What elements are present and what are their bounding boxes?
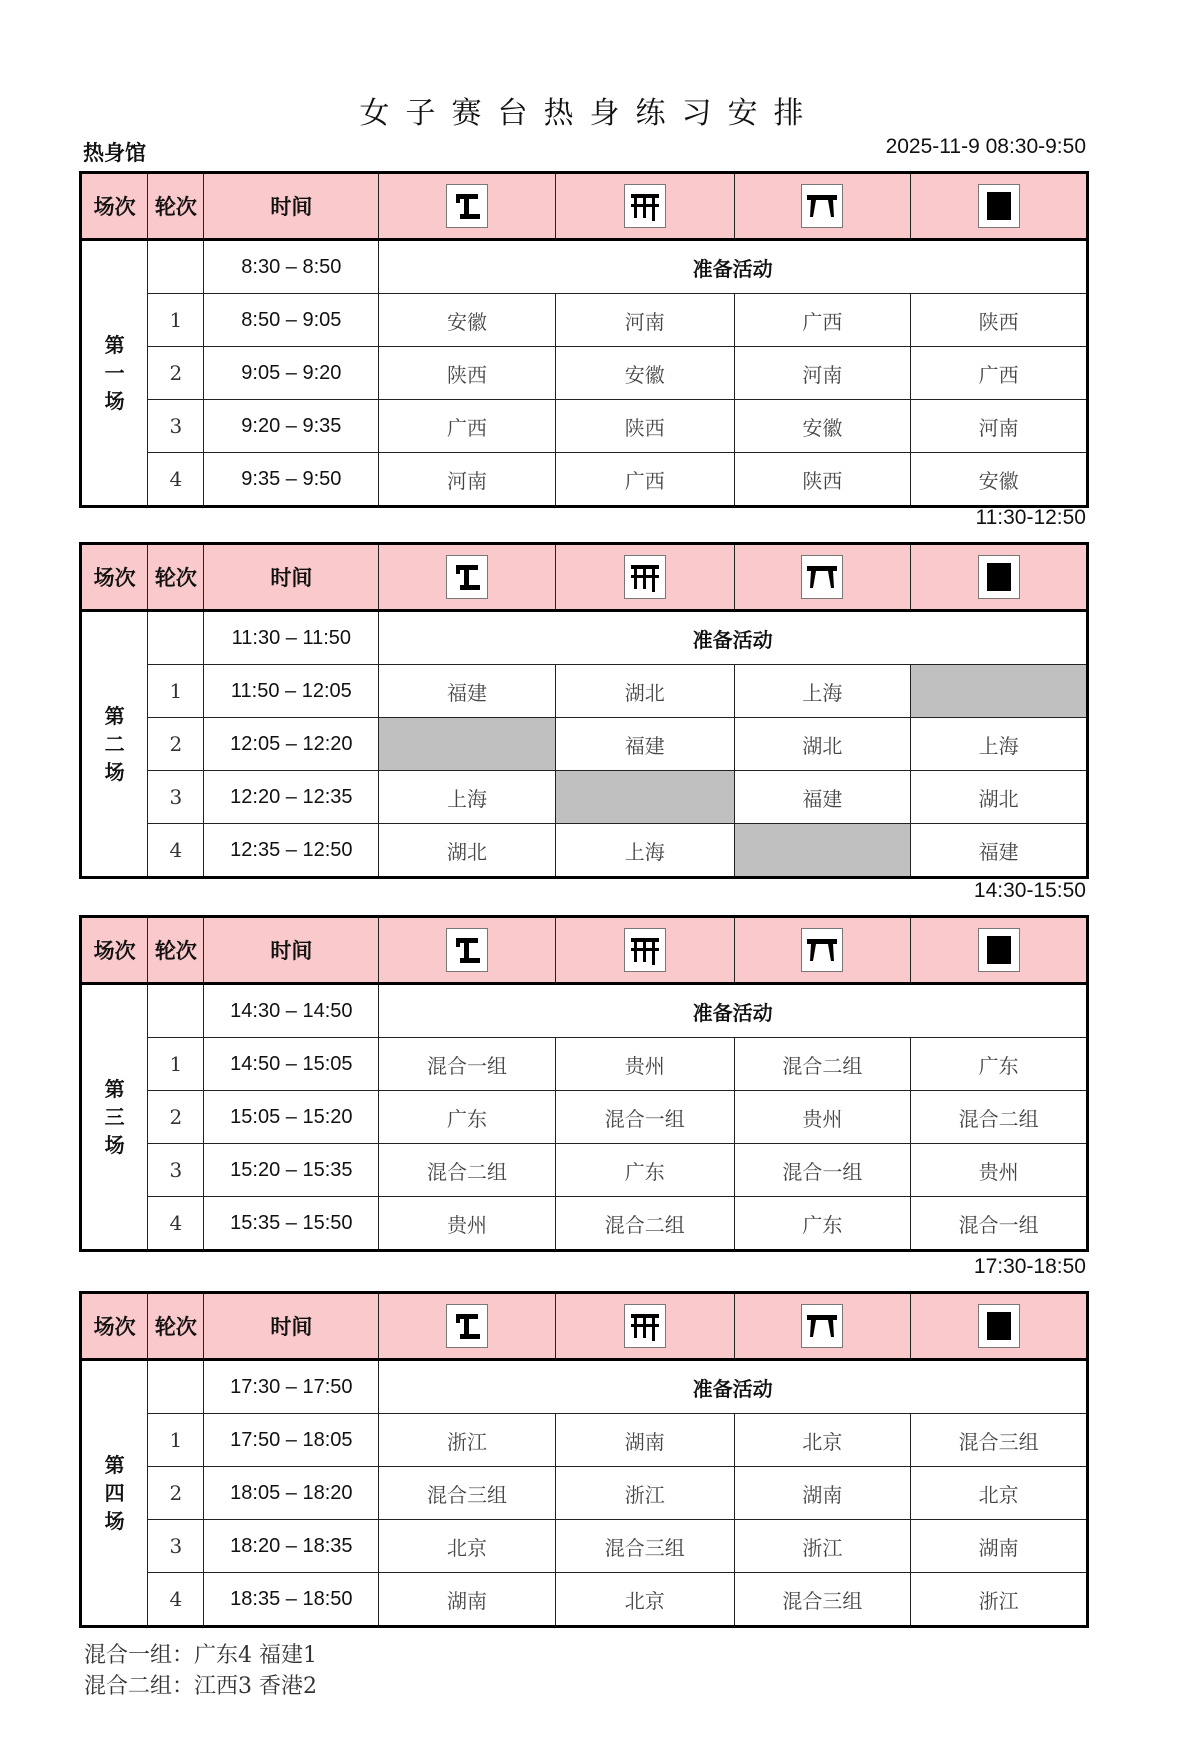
table-row xyxy=(81,1038,1088,1091)
apparatus-2-icon xyxy=(624,1304,666,1348)
team-cell: 陕西 xyxy=(734,453,911,507)
team-cell: 安徽 xyxy=(911,453,1088,507)
team-cell: 贵州 xyxy=(734,1091,911,1144)
empty-cell xyxy=(379,718,556,771)
round-number: 2 xyxy=(148,347,204,400)
time-cell: 15:05 – 15:20 xyxy=(204,1091,379,1144)
header-apparatus xyxy=(911,544,1088,611)
round-number: 3 xyxy=(148,1520,204,1573)
header-apparatus xyxy=(734,917,911,984)
team-cell: 湖南 xyxy=(379,1573,556,1627)
header-apparatus xyxy=(555,173,734,240)
table-row xyxy=(81,1467,1088,1520)
note-line: 混合一组：广东4 福建1 xyxy=(84,1643,317,1668)
header-apparatus xyxy=(911,1293,1088,1360)
header-apparatus xyxy=(734,173,911,240)
team-cell: 浙江 xyxy=(911,1573,1088,1627)
round-number: 2 xyxy=(148,1467,204,1520)
team-cell: 陕西 xyxy=(379,347,556,400)
header-time: 时间 xyxy=(204,544,379,611)
team-cell: 福建 xyxy=(911,824,1088,878)
session-char: 场 xyxy=(104,389,125,413)
round-number xyxy=(148,1360,204,1414)
round-number: 4 xyxy=(148,824,204,878)
vault-icon xyxy=(801,184,843,228)
table-row xyxy=(81,294,1088,347)
time-cell: 9:35 – 9:50 xyxy=(204,453,379,507)
round-number: 1 xyxy=(148,1038,204,1091)
floor-icon xyxy=(978,184,1020,228)
session-char: 第 xyxy=(104,1077,125,1101)
empty-cell xyxy=(734,824,911,878)
header-apparatus xyxy=(379,917,556,984)
table-row xyxy=(81,1414,1088,1467)
time-cell: 12:05 – 12:20 xyxy=(204,718,379,771)
time-cell: 17:50 – 18:05 xyxy=(204,1414,379,1467)
time-cell: 15:20 – 15:35 xyxy=(204,1144,379,1197)
session-time-slot: 17:30-18:50 xyxy=(973,1255,1086,1278)
team-cell: 广东 xyxy=(911,1038,1088,1091)
round-number: 1 xyxy=(148,665,204,718)
warmup-cell: 准备活动 xyxy=(379,1360,1088,1414)
session-time-slot: 14:30-15:50 xyxy=(973,879,1086,902)
team-cell: 湖北 xyxy=(911,771,1088,824)
time-cell: 12:20 – 12:35 xyxy=(204,771,379,824)
header-apparatus xyxy=(379,1293,556,1360)
header-apparatus xyxy=(379,173,556,240)
team-cell: 湖南 xyxy=(734,1467,911,1520)
team-cell: 浙江 xyxy=(734,1520,911,1573)
header-time: 时间 xyxy=(204,173,379,240)
session-char: 一 xyxy=(104,361,125,385)
apparatus-2-icon xyxy=(624,928,666,972)
note-line: 混合二组：江西3 香港2 xyxy=(84,1674,317,1699)
team-cell: 河南 xyxy=(911,400,1088,453)
floor-icon xyxy=(978,928,1020,972)
session-char: 场 xyxy=(104,1509,125,1533)
team-cell: 贵州 xyxy=(555,1038,734,1091)
team-cell: 湖南 xyxy=(911,1520,1088,1573)
team-cell: 安徽 xyxy=(555,347,734,400)
table-row xyxy=(81,771,1088,824)
team-cell: 广东 xyxy=(379,1091,556,1144)
team-cell: 广东 xyxy=(555,1144,734,1197)
header-round: 轮次 xyxy=(148,1293,204,1360)
team-cell: 北京 xyxy=(911,1467,1088,1520)
team-cell: 安徽 xyxy=(379,294,556,347)
header-row xyxy=(81,544,1088,611)
round-number: 3 xyxy=(148,1144,204,1197)
time-cell: 12:35 – 12:50 xyxy=(204,824,379,878)
header-apparatus xyxy=(911,917,1088,984)
team-cell: 混合三组 xyxy=(734,1573,911,1627)
header-apparatus xyxy=(734,544,911,611)
page-title: 女子赛台热身练习安排 xyxy=(359,96,820,131)
schedule-table xyxy=(79,171,1089,508)
table-row xyxy=(81,240,1088,294)
team-cell: 安徽 xyxy=(734,400,911,453)
table-row xyxy=(81,1144,1088,1197)
time-cell: 9:05 – 9:20 xyxy=(204,347,379,400)
apparatus-2-icon xyxy=(624,555,666,599)
team-cell: 广西 xyxy=(734,294,911,347)
team-cell: 广东 xyxy=(734,1197,911,1251)
table-row xyxy=(81,611,1088,665)
table-row xyxy=(81,665,1088,718)
header-time: 时间 xyxy=(204,917,379,984)
team-cell: 广西 xyxy=(911,347,1088,400)
time-cell: 11:30 – 11:50 xyxy=(204,611,379,665)
time-cell: 9:20 – 9:35 xyxy=(204,400,379,453)
team-cell: 湖北 xyxy=(734,718,911,771)
time-cell: 17:30 – 17:50 xyxy=(204,1360,379,1414)
team-cell: 贵州 xyxy=(379,1197,556,1251)
round-number: 3 xyxy=(148,771,204,824)
time-cell: 18:05 – 18:20 xyxy=(204,1467,379,1520)
empty-cell xyxy=(555,771,734,824)
team-cell: 贵州 xyxy=(911,1144,1088,1197)
table-row xyxy=(81,984,1088,1038)
team-cell: 混合一组 xyxy=(734,1144,911,1197)
vault-icon xyxy=(801,928,843,972)
team-cell: 上海 xyxy=(734,665,911,718)
team-cell: 北京 xyxy=(379,1520,556,1573)
round-number xyxy=(148,240,204,294)
session-char: 第 xyxy=(104,1453,125,1477)
round-number: 4 xyxy=(148,1197,204,1251)
team-cell: 混合二组 xyxy=(734,1038,911,1091)
session-char: 场 xyxy=(104,760,125,784)
time-cell: 8:30 – 8:50 xyxy=(204,240,379,294)
team-cell: 河南 xyxy=(555,294,734,347)
round-number: 3 xyxy=(148,400,204,453)
team-cell: 福建 xyxy=(555,718,734,771)
round-number: 1 xyxy=(148,1414,204,1467)
header-session: 场次 xyxy=(81,1293,148,1360)
session-char: 第 xyxy=(104,333,125,357)
header-row xyxy=(81,1293,1088,1360)
team-cell: 混合一组 xyxy=(911,1197,1088,1251)
team-cell: 浙江 xyxy=(379,1414,556,1467)
round-number xyxy=(148,984,204,1038)
apparatus-2-icon xyxy=(624,184,666,228)
warmup-cell: 准备活动 xyxy=(379,984,1088,1038)
time-cell: 15:35 – 15:50 xyxy=(204,1197,379,1251)
team-cell: 广西 xyxy=(555,453,734,507)
table-row xyxy=(81,1360,1088,1414)
schedule-table xyxy=(79,542,1089,879)
session-label xyxy=(81,984,148,1251)
header-apparatus xyxy=(379,544,556,611)
header-apparatus xyxy=(555,917,734,984)
floor-icon xyxy=(978,1304,1020,1348)
table-row xyxy=(81,718,1088,771)
session-time-slot: 11:30-12:50 xyxy=(975,506,1086,529)
warmup-cell: 准备活动 xyxy=(379,611,1088,665)
table-row xyxy=(81,1197,1088,1251)
round-number: 4 xyxy=(148,1573,204,1627)
header-round: 轮次 xyxy=(148,173,204,240)
team-cell: 河南 xyxy=(379,453,556,507)
warmup-cell: 准备活动 xyxy=(379,240,1088,294)
session-label xyxy=(81,240,148,507)
uneven-bars-icon xyxy=(446,184,488,228)
time-cell: 18:20 – 18:35 xyxy=(204,1520,379,1573)
team-cell: 陕西 xyxy=(911,294,1088,347)
team-cell: 浙江 xyxy=(555,1467,734,1520)
team-cell: 混合一组 xyxy=(379,1038,556,1091)
table-row xyxy=(81,347,1088,400)
session-char: 三 xyxy=(104,1105,125,1129)
team-cell: 混合二组 xyxy=(555,1197,734,1251)
session-label xyxy=(81,611,148,878)
header-apparatus xyxy=(911,173,1088,240)
table-row xyxy=(81,1573,1088,1627)
table-row xyxy=(81,453,1088,507)
header-session: 场次 xyxy=(81,544,148,611)
time-cell: 11:50 – 12:05 xyxy=(204,665,379,718)
team-cell: 混合二组 xyxy=(911,1091,1088,1144)
table-row xyxy=(81,1091,1088,1144)
team-cell: 北京 xyxy=(555,1573,734,1627)
session-char: 第 xyxy=(104,704,125,728)
empty-cell xyxy=(911,665,1088,718)
team-cell: 上海 xyxy=(379,771,556,824)
vault-icon xyxy=(801,1304,843,1348)
team-cell: 湖北 xyxy=(555,665,734,718)
header-round: 轮次 xyxy=(148,917,204,984)
table-row xyxy=(81,824,1088,878)
header-row xyxy=(81,173,1088,240)
session-time-slot: 2025-11-9 08:30-9:50 xyxy=(885,135,1086,158)
session-char: 场 xyxy=(104,1133,125,1157)
header-round: 轮次 xyxy=(148,544,204,611)
team-cell: 湖南 xyxy=(555,1414,734,1467)
time-cell: 18:35 – 18:50 xyxy=(204,1573,379,1627)
schedule-table xyxy=(79,915,1089,1252)
notes xyxy=(84,1640,317,1702)
table-row xyxy=(81,400,1088,453)
floor-icon xyxy=(978,555,1020,599)
team-cell: 混合三组 xyxy=(379,1467,556,1520)
time-cell: 8:50 – 9:05 xyxy=(204,294,379,347)
header-session: 场次 xyxy=(81,917,148,984)
round-number: 2 xyxy=(148,718,204,771)
team-cell: 福建 xyxy=(379,665,556,718)
session-label xyxy=(81,1360,148,1627)
team-cell: 上海 xyxy=(555,824,734,878)
session-char: 二 xyxy=(104,732,125,756)
team-cell: 混合三组 xyxy=(555,1520,734,1573)
uneven-bars-icon xyxy=(446,928,488,972)
session-char: 四 xyxy=(104,1481,125,1505)
time-cell: 14:50 – 15:05 xyxy=(204,1038,379,1091)
team-cell: 湖北 xyxy=(379,824,556,878)
header-apparatus xyxy=(734,1293,911,1360)
team-cell: 混合一组 xyxy=(555,1091,734,1144)
team-cell: 河南 xyxy=(734,347,911,400)
team-cell: 上海 xyxy=(911,718,1088,771)
team-cell: 混合二组 xyxy=(379,1144,556,1197)
table-row xyxy=(81,1520,1088,1573)
uneven-bars-icon xyxy=(446,1304,488,1348)
team-cell: 陕西 xyxy=(555,400,734,453)
header-session: 场次 xyxy=(81,173,148,240)
header-apparatus xyxy=(555,544,734,611)
round-number xyxy=(148,611,204,665)
round-number: 1 xyxy=(148,294,204,347)
schedule-table xyxy=(79,1291,1089,1628)
uneven-bars-icon xyxy=(446,555,488,599)
header-apparatus xyxy=(555,1293,734,1360)
header-row xyxy=(81,917,1088,984)
team-cell: 北京 xyxy=(734,1414,911,1467)
round-number: 2 xyxy=(148,1091,204,1144)
team-cell: 广西 xyxy=(379,400,556,453)
header-time: 时间 xyxy=(204,1293,379,1360)
team-cell: 混合三组 xyxy=(911,1414,1088,1467)
time-cell: 14:30 – 14:50 xyxy=(204,984,379,1038)
team-cell: 福建 xyxy=(734,771,911,824)
round-number: 4 xyxy=(148,453,204,507)
venue-label: 热身馆 xyxy=(83,141,146,165)
vault-icon xyxy=(801,555,843,599)
